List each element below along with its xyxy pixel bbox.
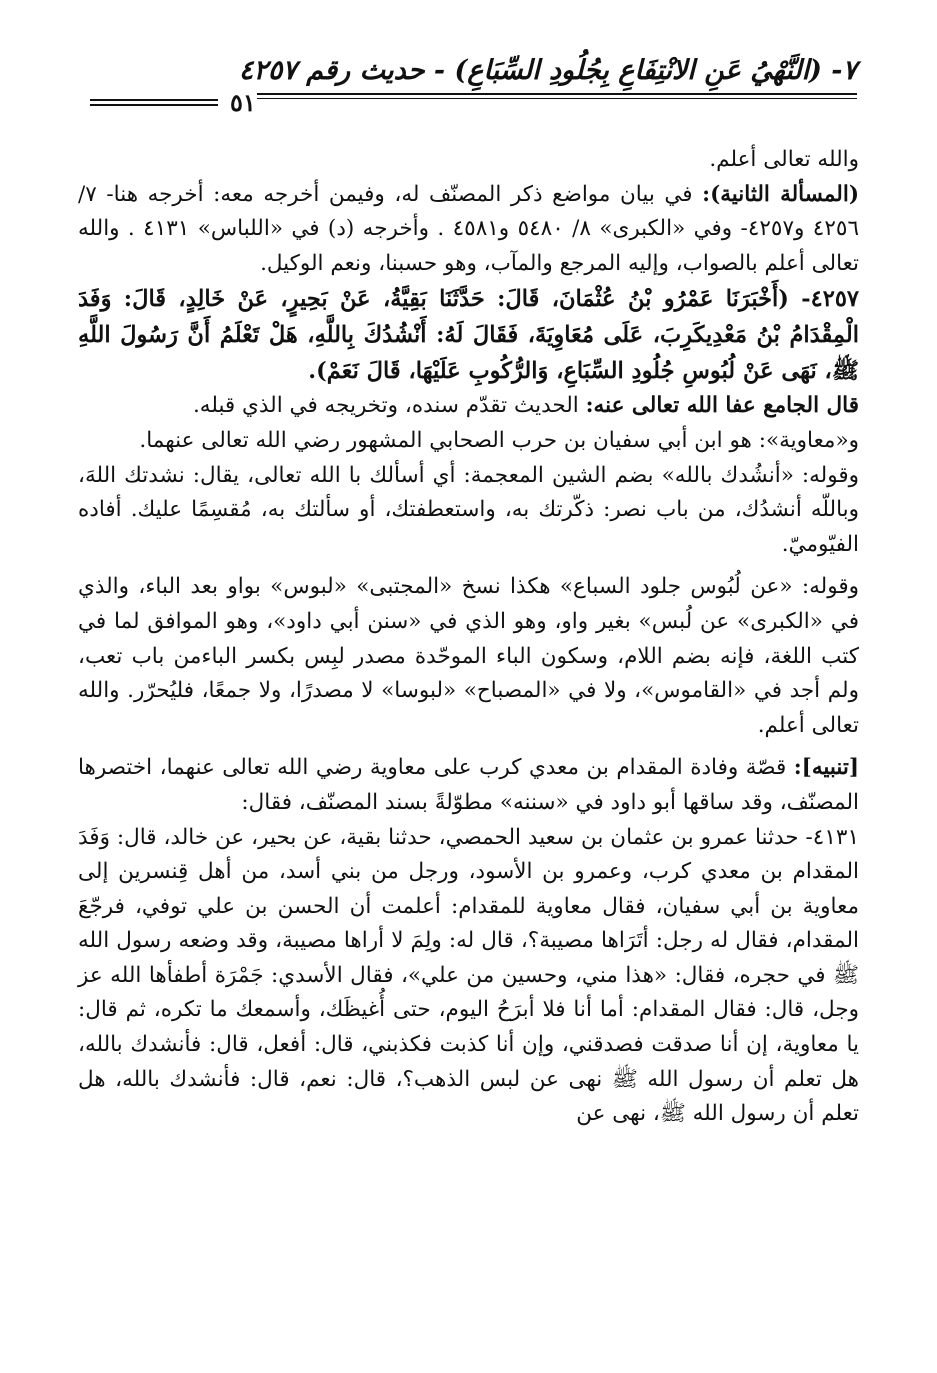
closing-phrase: والله تعالى أعلم. [709, 147, 859, 172]
heading-compiler-note: قال الجامع عفا الله تعالى عنه: [585, 393, 859, 419]
heading-second-issue: (المسألة الثانية): [702, 181, 860, 207]
page-body [78, 143, 859, 1132]
page-number-rule [90, 99, 218, 106]
anshuduk-note: وقوله: «أنشُدك بالله» بضم الشين المعجمة: أي أسألك با الله تعالى، يقال: نشدتك اللهَ، وباللّه أنشدُك، من باب نصر: ذكّرتك به، واستعطفتك، أو سألتك به، مُقسِمًا عليك. أفاده الفيّوميّ. [78, 462, 859, 557]
lubus-note: وقوله: «عن لُبُوس جلود السباع» هكذا نسخ «المجتبى» «لبوس» بواو بعد الباء، والذي في «الكبرى» عن لُبس» بغير واو، وهو الذي في «سنن أبي داود»، وهو الموافق لما في كتب اللغة، فإنه بضم اللام، وسكون الباء الموحّدة مصدر لبِس بكسر الباءمن باب تعب، ولم أجد في «القاموس»، ولا في «المصباح» «لبوسا» لا مصدرًا، ولا جمعًا، فليُحرّر. والله تعالى أعلم. [78, 574, 859, 738]
tanbih-paragraph: [تنبيه]: قصّة وفادة المقدام بن معدي كرب على معاوية رضي الله تعالى عنهما، اختصرها المصنّف، وقد ساقها أبو داود في «سننه» مطوّلةً بسند المصنّف، فقال: [78, 755, 859, 815]
hadith-4131: ٤١٣١- حدثنا عمرو بن عثمان بن سعيد الحمصي، حدثنا بقية، عن بحير، عن خالد، قال: وَفَدَ المقدام بن معدي كرب، وعمرو بن الأسود، ورجل من بني أسد، من أهل قِنسرين إلى معاوية بن أبي سفيان، فقال معاوية للمقدام: أعلمت أن الحسن بن علي توفي، فرجّعَ المقدام، فقال له رجل: أتَرَاها مصيبة؟، قال له: ولِمَ لا أراها مصيبة، وقد وضعه رسول الله ﷺ في حجره، فقال: «هذا مني، وحسين من علي»، فقال الأسدي: جَمْرَة أطفأها الله عز وجل، قال: فقال المقدام: أما أنا فلا أبرَحُ اليوم، حتى أُغيظَك، وأسمعك ما تكره، ثم قال: يا معاوية، إن أنا صدقت فصدقني، وإن أنا كذبت فكذبني، قال: أفعل، قال: فأنشدك بالله، هل تعلم أن رسول الله ﷺ نهى عن لبس الذهب؟، قال: نعم، قال: فأنشدك بالله، هل تعلم أن رسول الله ﷺ، نهى عن [78, 824, 859, 1127]
second-issue-paragraph: (المسألة الثانية): في بيان مواضع ذكر المصنّف له، وفيمن أخرجه معه: أخرجه هنا- ٧/ ٤٢٥٦ و٤٢٥٧- وفي «الكبرى» ٨/ ٥٤٨٠ و٤٥٨١ . وأخرجه (د) في «اللباس» ٤١٣١ . والله تعالى أعلم بالصواب، وإليه المرجع والمآب، وهو حسبنا، ونعم الوكيل. [78, 181, 860, 276]
compiler-note: قال الجامع عفا الله تعالى عنه: الحديث تقدّم سنده، وتخريجه في الذي قبله. [192, 393, 859, 419]
page-number: ٥١ [230, 88, 256, 117]
header-rule [257, 93, 857, 99]
page-header [90, 55, 857, 117]
hadith-4257: ٤٢٥٧- (أَخْبَرَنَا عَمْرُو بْنُ عُثْمَانَ، قَالَ: حَدَّثَنَا بَقِيَّةُ، عَنْ بَحِيرٍ، عَنْ خَالِدٍ، قَالَ: وَفَدَ الْمِقْدَامُ بْنُ مَعْدِيكَرِبَ، عَلَى مُعَاوِيَةَ، فَقَالَ لَهُ: أَنْشُدُكَ بِاللَّهِ، هَلْ تَعْلَمُ أَنَّ رَسُولَ اللَّهِ ﷺ، نَهَى عَنْ لُبُوسِ جُلُودِ السِّبَاعِ، وَالرُّكُوبِ عَلَيْهَا، قَالَ نَعَمْ). [78, 286, 859, 385]
muawiya-note: و«معاوية»: هو ابن أبي سفيان بن حرب الصحابي المشهور رضي الله تعالى عنهما. [139, 427, 859, 453]
heading-tanbih: [تنبيه]: [793, 755, 859, 781]
running-title: ٧- (النَّهْيُ عَنِ الانْتِفَاعِ بِجُلُودِ السِّبَاعِ) - حديث رقم ٤٢٥٧ [238, 55, 857, 86]
